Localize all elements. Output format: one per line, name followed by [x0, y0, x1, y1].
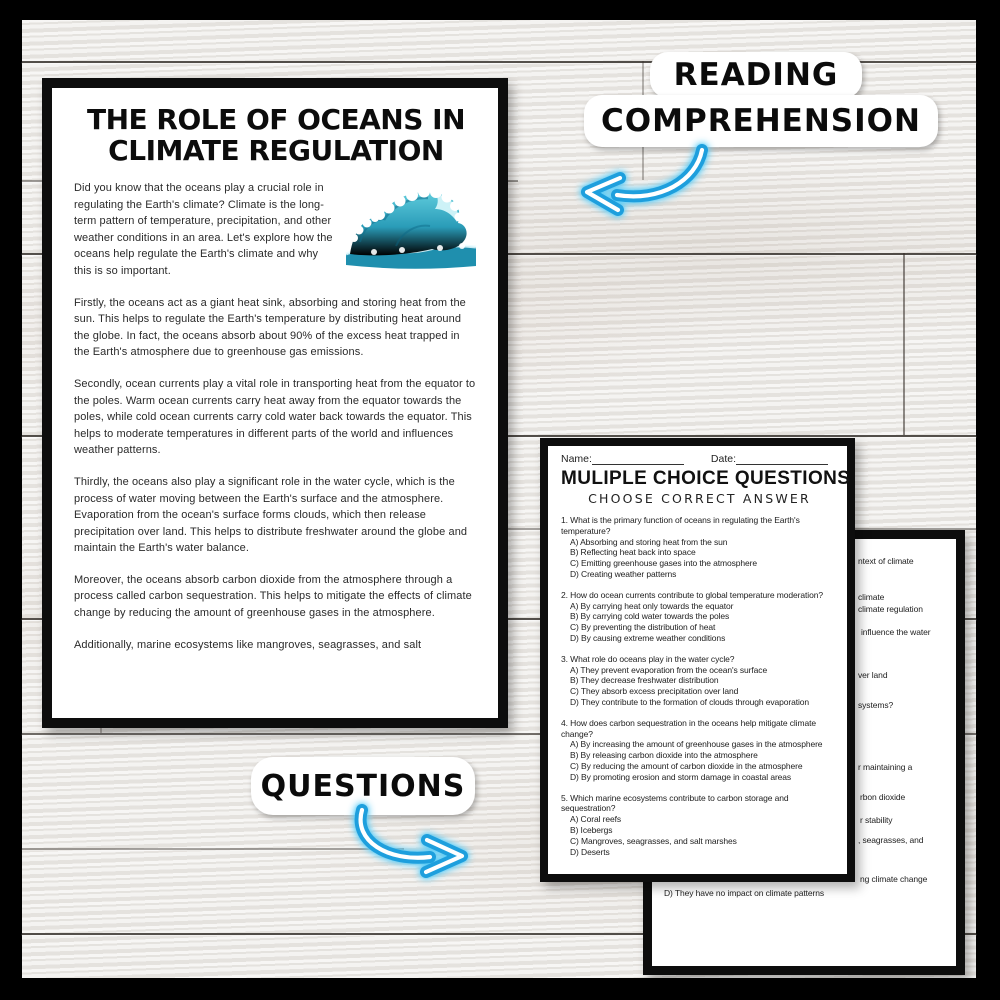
answer-option: B) Icebergs [570, 824, 613, 835]
question-block-3 [561, 654, 838, 708]
answer-option: D) By promoting erosion and storm damage in coastal areas [570, 771, 792, 782]
truncated-text-line: ver land [858, 670, 888, 680]
answer-option: C) They absorb excess precipitation over land [570, 686, 739, 697]
passage-paragraph: Secondly, ocean currents play a vital role in transporting heat from the equator to the poles. Warm ocean currents carry heat away from the equator towards the poles, while cold ocean currents carry cold water back towards the equator. This helps to moderate temperatures in different parts of the world and influences weather patterns. [74, 377, 476, 457]
date-label: Date: [710, 453, 736, 465]
truncated-text-line: r stability [860, 815, 893, 825]
passage-paragraph: Firstly, the oceans act as a giant heat sink, absorbing and storing heat from the sun. This helps to regulate the Earth's temperature by distributing heat around the globe. In fact, the oceans absorb about 90% of the excess heat trapped in the Earth's atmosphere due to greenhouse gas emissions. [74, 296, 466, 359]
reading-comprehension-badge-line2: COMPREHENSION [584, 95, 938, 147]
passage-paragraph: Did you know that the oceans play a crucial role in regulating the Earth's climate? Climate is the long-term pattern of temperature, precipitation, and other weather conditions in an area. Let's explore how the oceans help regulate the Earth's climate and why this is so important. [74, 180, 478, 280]
truncated-text-line: systems? [858, 700, 894, 710]
questions-subtitle: CHOOSE CORRECT ANSWER [588, 491, 811, 506]
truncated-text-line: influence the water [861, 627, 931, 637]
question-text: 2. How do ocean currents contribute to global temperature moderation? [561, 589, 823, 600]
answer-option: A) Coral reefs [570, 814, 622, 825]
ocean-wave-illustration [344, 182, 478, 270]
answer-option: A) By increasing the amount of greenhouse gases in the atmosphere [570, 739, 823, 750]
truncated-text-line: , seagrasses, and [858, 835, 924, 845]
question-text: 5. Which marine ecosystems contribute to carbon storage and sequestration? [561, 792, 789, 814]
question-text: 1. What is the primary function of oceans in regulating the Earth's temperature? [561, 515, 800, 536]
question-text: 4. How does carbon sequestration in the oceans help mitigate climate change? [561, 717, 816, 739]
date-blank-line [736, 453, 828, 465]
curved-arrow-left-icon [560, 138, 730, 233]
answer-option: D) By causing extreme weather conditions [570, 632, 726, 643]
answer-option: B) By carrying cold water towards the poles [570, 611, 730, 622]
curved-arrow-right-icon [328, 798, 498, 893]
truncated-text-line: climate [858, 592, 885, 602]
answer-option: C) By preventing the distribution of heat [570, 622, 716, 633]
passage-page [42, 78, 508, 728]
questions-page-1 [540, 438, 855, 882]
truncated-text-line: D) They have no impact on climate patterns [664, 888, 825, 898]
questions-title: MULIPLE CHOICE QUESTIONS [561, 468, 851, 489]
answer-option: B) Reflecting heat back into space [570, 547, 696, 558]
truncated-text-line: rbon dioxide [860, 792, 906, 802]
passage-paragraph: Moreover, the oceans absorb carbon dioxide from the atmosphere through a process called carbon sequestration. This helps to mitigate the effects of climate change by reducing the amount of greenhouse gases in the atmosphere. [74, 573, 472, 620]
answer-option: D) Creating weather patterns [570, 568, 677, 579]
question-text: 3. What role do oceans play in the water cycle? [561, 653, 735, 664]
truncated-text-line: climate regulation [858, 604, 923, 614]
name-date-row [561, 453, 838, 465]
answer-option: B) By releasing carbon dioxide into the atmosphere [570, 750, 758, 761]
answer-option: A) Absorbing and storing heat from the sun [570, 536, 728, 547]
passage-paragraph: Additionally, marine ecosystems like mangroves, seagrasses, and salt [74, 638, 422, 651]
answer-option: C) By reducing the amount of carbon dioxide in the atmosphere [570, 760, 803, 771]
question-block-1 [561, 515, 838, 580]
name-label: Name: [561, 453, 592, 465]
question-block-4 [561, 718, 838, 783]
truncated-text-line: ntext of climate [858, 556, 914, 566]
passage-title: THE ROLE OF OCEANS IN CLIMATE REGULATION [86, 103, 465, 167]
plank-seam [903, 253, 905, 435]
reading-comprehension-badge-line1: READING [650, 52, 862, 98]
question-block-2 [561, 590, 838, 644]
answer-option: A) By carrying heat only towards the equator [570, 600, 734, 611]
question-block-5 [561, 793, 838, 858]
truncated-text-line: ng climate change [860, 874, 928, 884]
answer-option: A) They prevent evaporation from the ocean's surface [570, 664, 768, 675]
answer-option: B) They decrease freshwater distribution [570, 675, 719, 686]
truncated-text-line: r maintaining a [858, 762, 913, 772]
name-blank-line [592, 453, 684, 465]
answer-option: C) Emitting greenhouse gases into the atmosphere [570, 558, 758, 569]
questions-badge: QUESTIONS [251, 757, 475, 815]
answer-option: C) Mangroves, seagrasses, and salt marshes [570, 835, 737, 846]
passage-paragraph: Thirdly, the oceans also play a significant role in the water cycle, which is the process of water moving between the Earth's surface and the atmosphere. Evaporation from the ocean's surface forms clouds, which then release precipitation over land. This helps to distribute freshwater around the globe and maintain the Earth's water balance. [74, 475, 468, 555]
answer-option: D) They contribute to the formation of clouds through evaporation [570, 696, 810, 707]
answer-option: D) Deserts [570, 846, 610, 857]
